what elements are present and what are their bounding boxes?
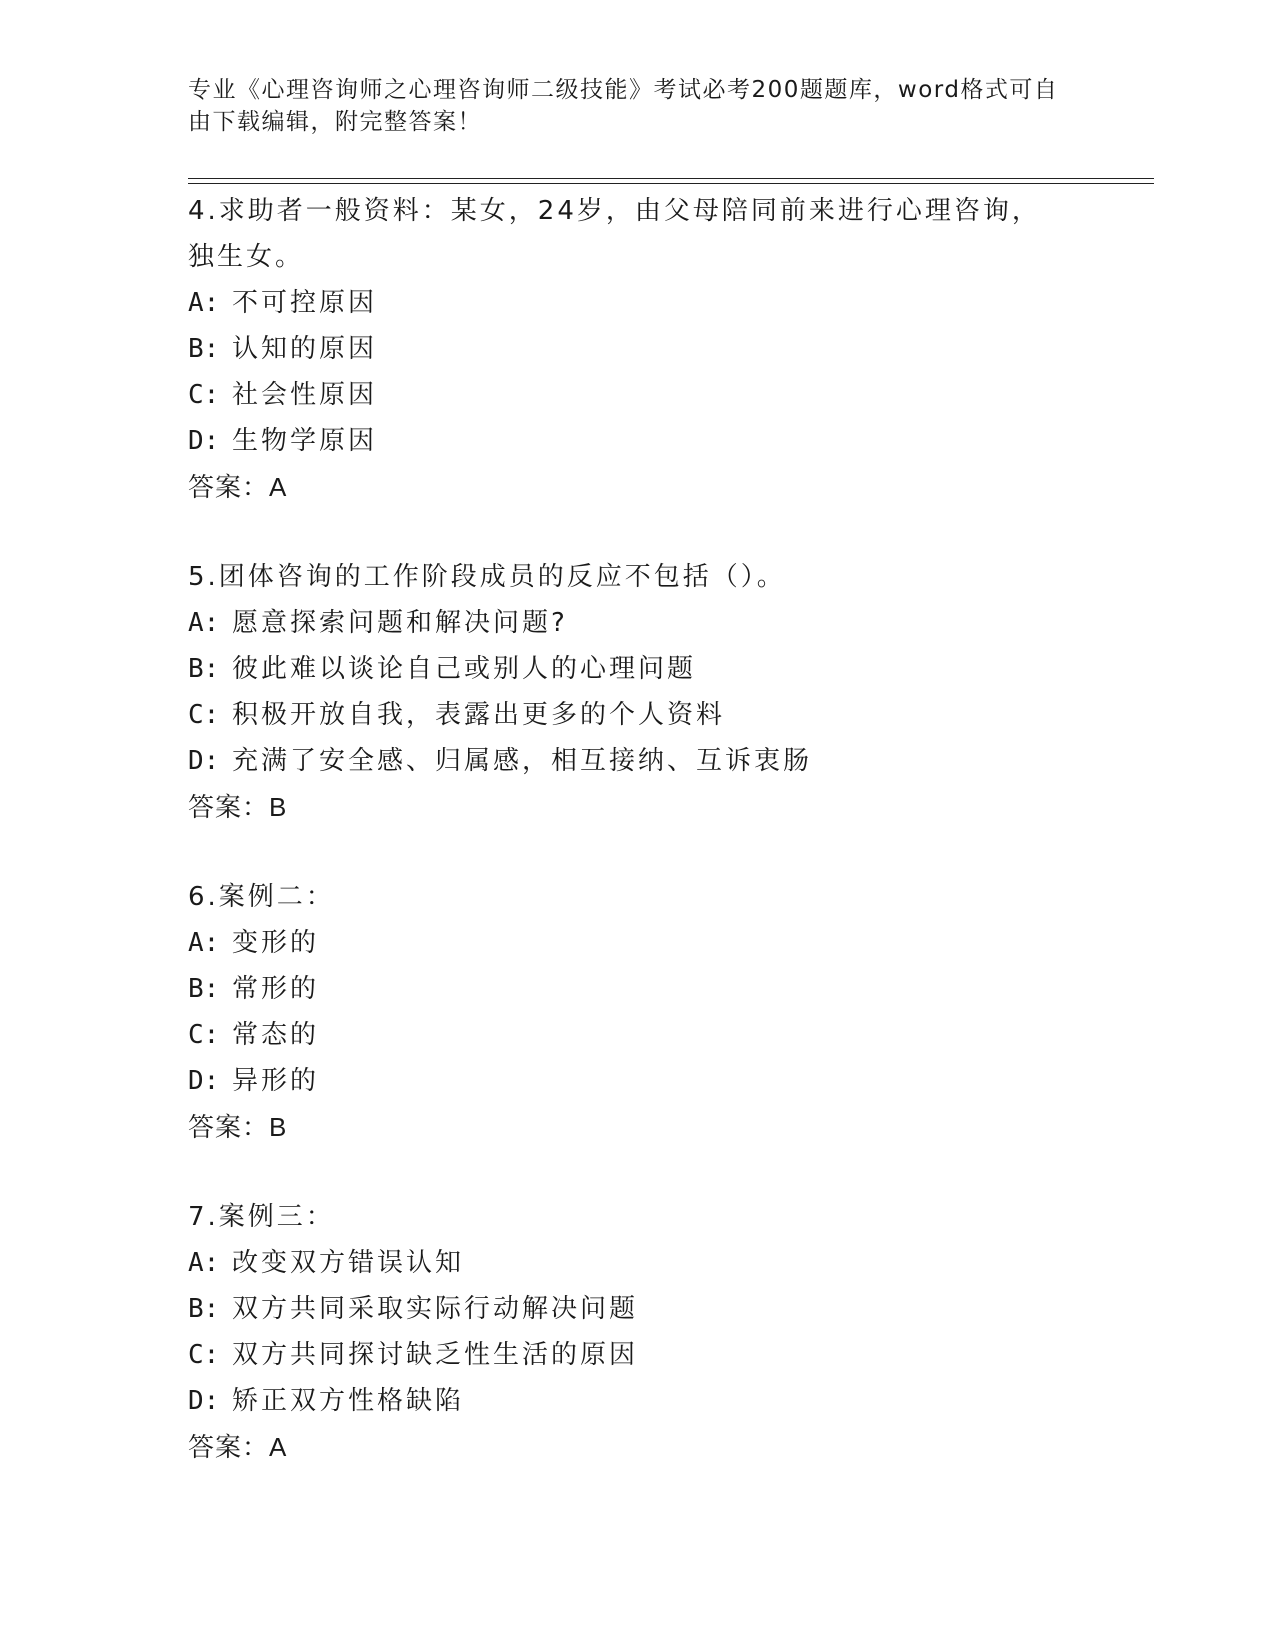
question-item xyxy=(188,554,1068,830)
option-letter: C: xyxy=(188,380,220,410)
option-letter: D: xyxy=(188,426,220,456)
question-item xyxy=(188,1194,1068,1470)
answer-value: A xyxy=(269,472,288,502)
option-letter: D: xyxy=(188,1386,220,1416)
option-text: 愿意探索问题和解决问题? xyxy=(232,608,568,638)
option-letter: D: xyxy=(188,746,220,776)
option-text: 双方共同采取实际行动解决问题 xyxy=(232,1294,639,1324)
option-letter: B: xyxy=(188,974,220,1004)
question-option xyxy=(188,1058,1068,1104)
answer-value: B xyxy=(269,792,288,822)
option-text: 积极开放自我，表露出更多的个人资料 xyxy=(232,700,726,730)
option-letter: A: xyxy=(188,928,220,958)
option-letter: B: xyxy=(188,1294,220,1324)
option-text: 矫正双方性格缺陷 xyxy=(232,1386,465,1416)
question-option xyxy=(188,1286,1068,1332)
option-letter: C: xyxy=(188,1020,220,1050)
option-text: 认知的原因 xyxy=(232,334,378,364)
question-option xyxy=(188,1332,1068,1378)
question-answer xyxy=(188,784,1068,830)
answer-label: 答案： xyxy=(188,793,270,823)
question-option xyxy=(188,600,1068,646)
answer-label: 答案： xyxy=(188,473,270,503)
question-answer xyxy=(188,1104,1068,1150)
question-option xyxy=(188,1240,1068,1286)
option-text: 异形的 xyxy=(232,1066,320,1096)
question-answer xyxy=(188,464,1068,510)
question-option xyxy=(188,1012,1068,1058)
document-intro: 专业《心理咨询师之心理咨询师二级技能》考试必考200题题库，word格式可自由下载编辑，附完整答案！ xyxy=(188,77,1059,135)
option-text: 变形的 xyxy=(232,928,320,958)
header-divider-top xyxy=(188,178,1154,179)
question-stem: 7.案例三： xyxy=(188,1202,335,1232)
question-spacer xyxy=(188,830,1068,874)
question-stem: 4.求助者一般资料：某女，24岁，由父母陪同前来进行心理咨询，独生女。 xyxy=(188,196,1041,272)
question-option xyxy=(188,418,1068,464)
option-letter: B: xyxy=(188,334,220,364)
option-letter: A: xyxy=(188,1248,220,1278)
question-stem: 5.团体咨询的工作阶段成员的反应不包括（）。 xyxy=(188,562,786,592)
option-text: 不可控原因 xyxy=(232,288,378,318)
header-divider-bottom xyxy=(188,183,1154,184)
question-stem: 6.案例二： xyxy=(188,882,335,912)
question-option xyxy=(188,920,1068,966)
question-option xyxy=(188,966,1068,1012)
option-letter: A: xyxy=(188,608,220,638)
option-text: 双方共同探讨缺乏性生活的原因 xyxy=(232,1340,639,1370)
option-text: 改变双方错误认知 xyxy=(232,1248,465,1278)
answer-label: 答案： xyxy=(188,1113,270,1143)
option-text: 充满了安全感、归属感，相互接纳、互诉衷肠 xyxy=(232,746,813,776)
question-spacer xyxy=(188,510,1068,554)
option-letter: B: xyxy=(188,654,220,684)
question-option xyxy=(188,646,1068,692)
question-option xyxy=(188,1378,1068,1424)
option-letter: C: xyxy=(188,700,220,730)
question-option xyxy=(188,326,1068,372)
option-text: 社会性原因 xyxy=(232,380,378,410)
answer-label: 答案： xyxy=(188,1433,270,1463)
question-option xyxy=(188,738,1068,784)
option-letter: D: xyxy=(188,1066,220,1096)
question-option xyxy=(188,372,1068,418)
answer-value: B xyxy=(269,1112,288,1142)
option-text: 常形的 xyxy=(232,974,320,1004)
option-text: 常态的 xyxy=(232,1020,320,1050)
option-letter: C: xyxy=(188,1340,220,1370)
option-text: 生物学原因 xyxy=(232,426,378,456)
answer-value: A xyxy=(269,1432,288,1462)
question-item xyxy=(188,874,1068,1150)
question-spacer xyxy=(188,1150,1068,1194)
option-letter: A: xyxy=(188,288,220,318)
option-text: 彼此难以谈论自己或别人的心理问题 xyxy=(232,654,697,684)
question-list xyxy=(188,188,1068,1470)
question-option xyxy=(188,692,1068,738)
question-item xyxy=(188,188,1068,510)
question-option xyxy=(188,280,1068,326)
question-answer xyxy=(188,1424,1068,1470)
